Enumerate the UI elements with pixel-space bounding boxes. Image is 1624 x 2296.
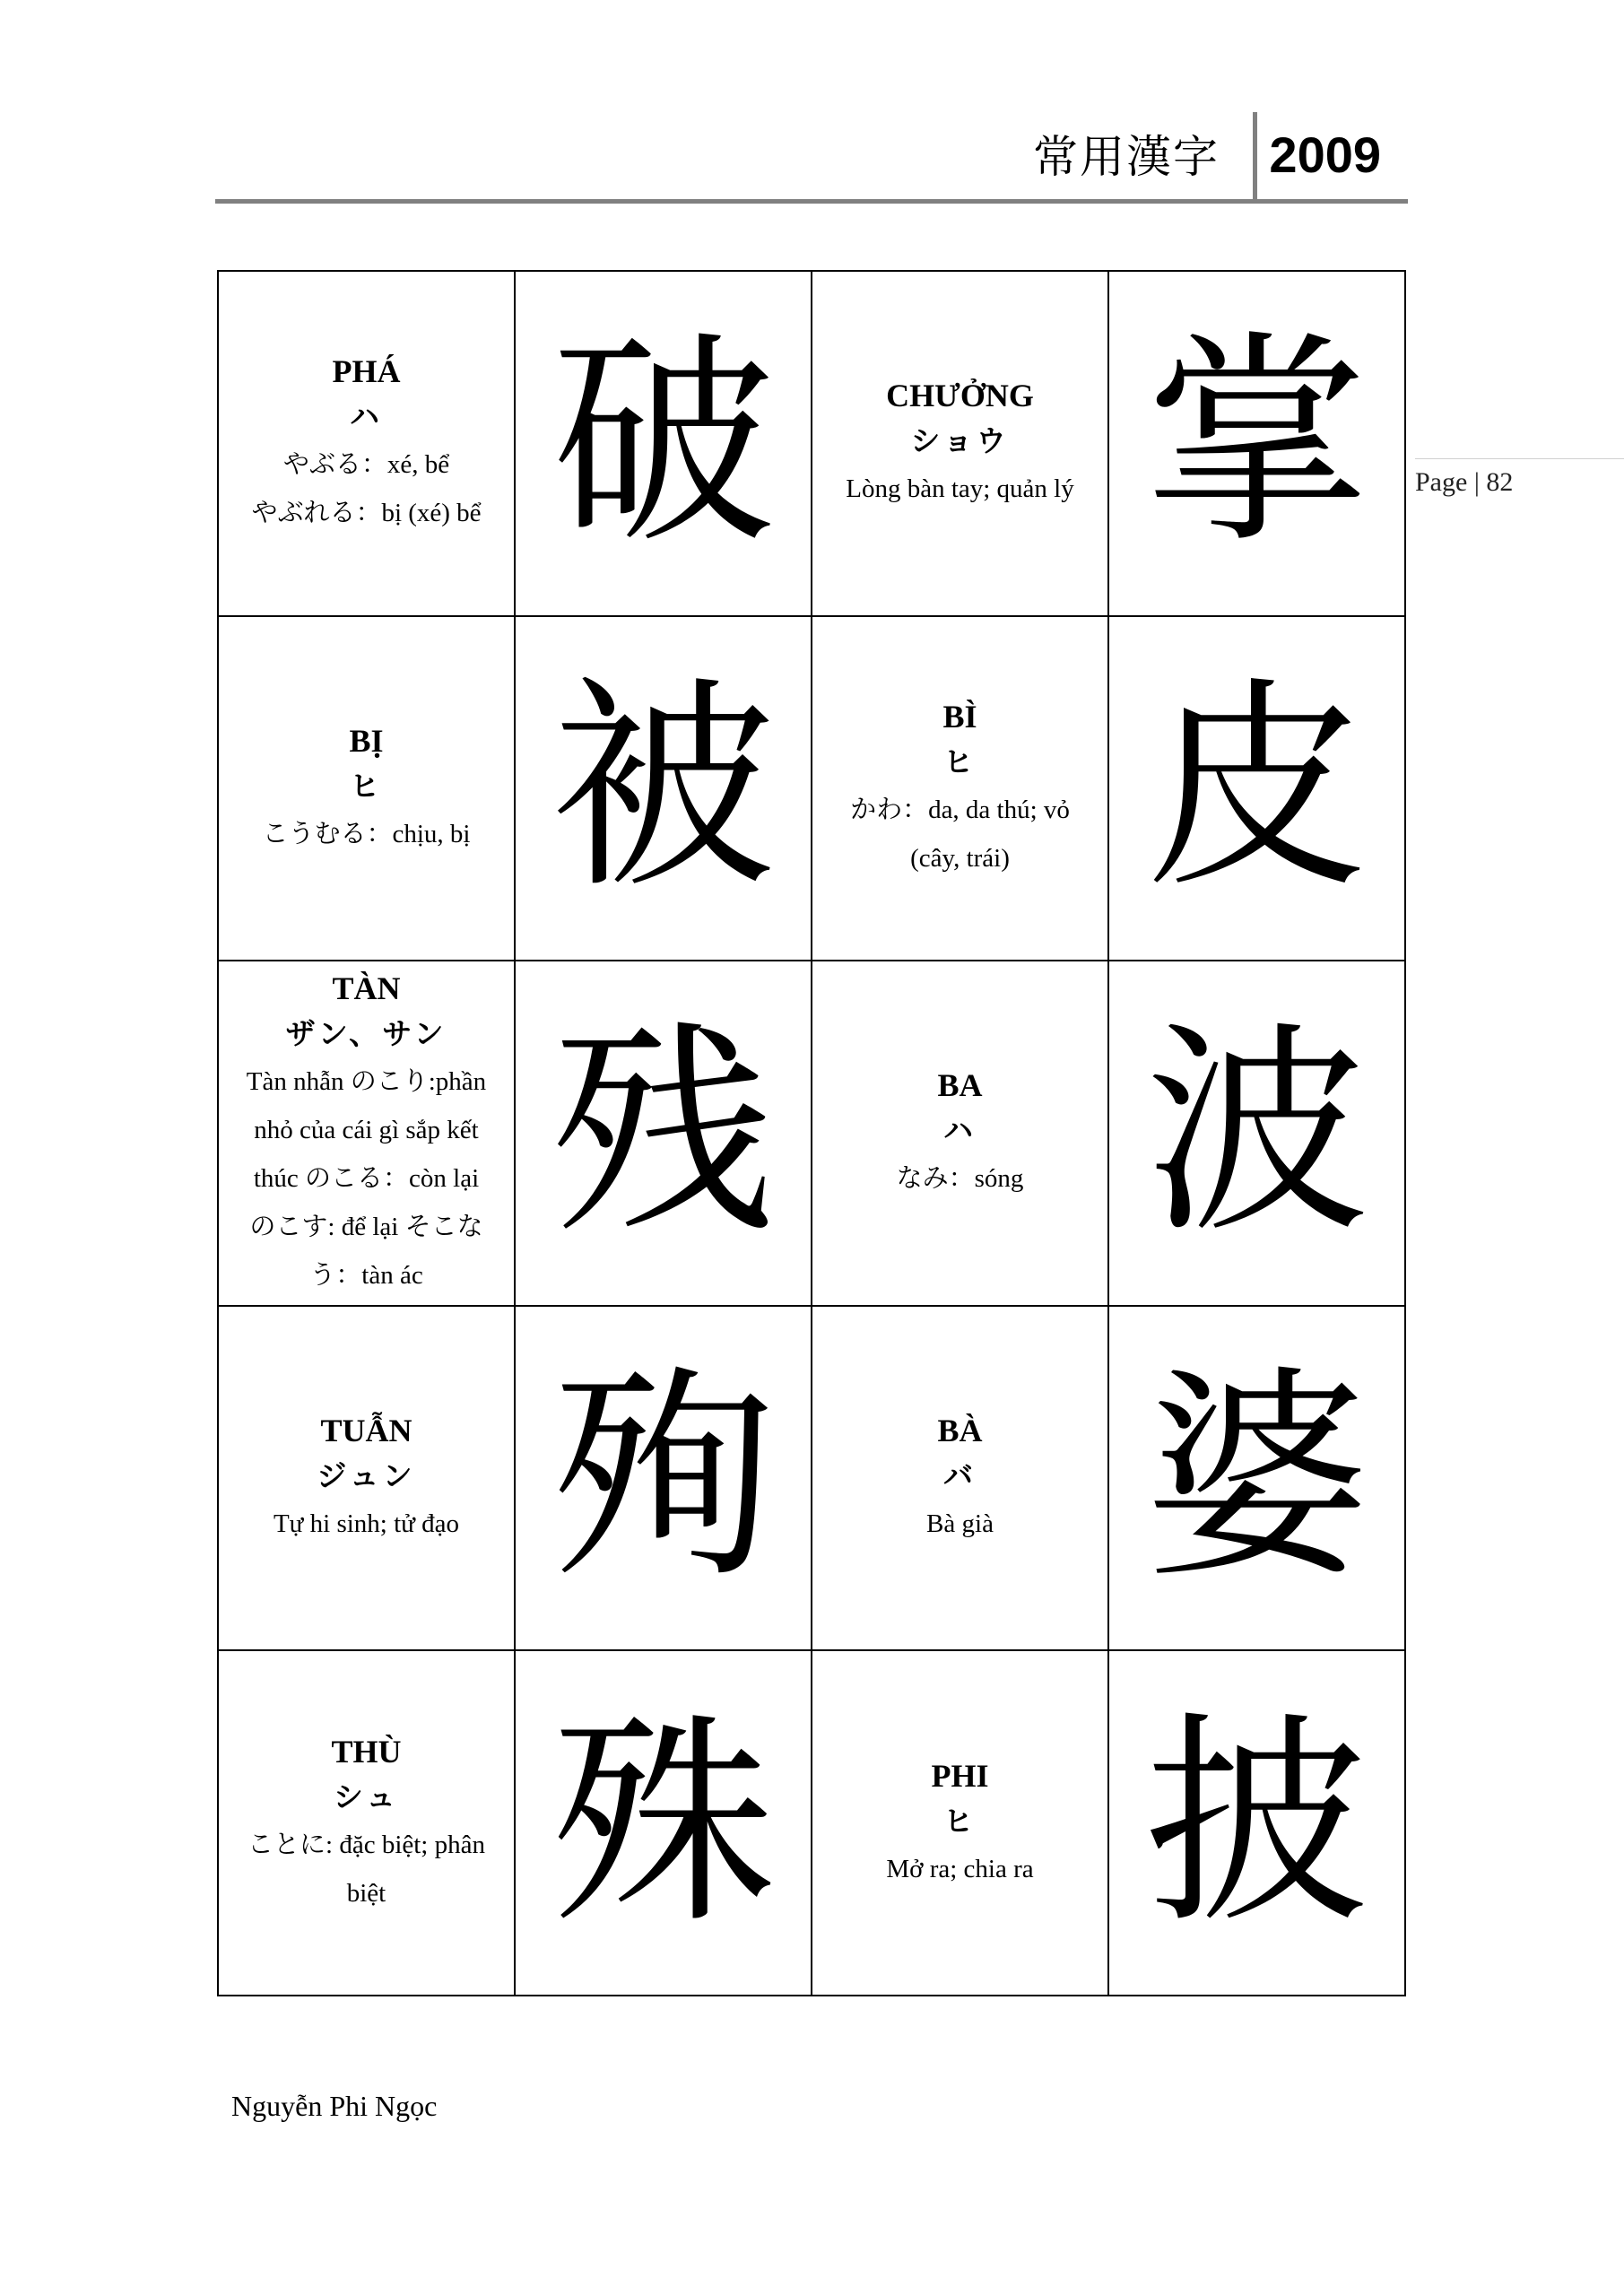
- sino-vietnamese-reading: BỊ: [349, 722, 384, 759]
- on-reading: バ: [943, 1458, 977, 1494]
- kanji-info-cell: [812, 1307, 1109, 1652]
- kanji-glyph: 破: [551, 312, 776, 574]
- kanji-glyph-cell: [1109, 272, 1406, 617]
- header-rule: [215, 199, 1408, 204]
- sino-vietnamese-reading: THÙ: [331, 1733, 402, 1770]
- header-separator: [1253, 112, 1257, 202]
- kanji-glyph-cell: [516, 961, 812, 1307]
- sino-vietnamese-reading: CHƯỞNG: [886, 378, 1034, 414]
- kanji-glyph: 披: [1144, 1692, 1369, 1953]
- meaning: かわ：da, da thú; vỏ (cây, trái): [850, 795, 1070, 873]
- kanji-glyph: 掌: [1144, 312, 1369, 574]
- sino-vietnamese-reading: PHÁ: [332, 353, 401, 390]
- page-header: [215, 112, 1408, 202]
- kanji-info-cell: [812, 272, 1109, 617]
- on-reading: ヒ: [943, 1803, 977, 1839]
- kanji-glyph: 皮: [1144, 657, 1369, 918]
- kanji-info-cell: [219, 1651, 516, 1996]
- kanji-glyph: 殉: [551, 1347, 776, 1609]
- kanji-glyph: 残: [551, 1002, 776, 1264]
- kanji-info-cell: [219, 1307, 516, 1652]
- on-reading: ヒ: [943, 744, 977, 779]
- sino-vietnamese-reading: BÌ: [942, 698, 977, 735]
- meaning: Mở ra; chia ra: [886, 1854, 1034, 1883]
- meaning: なみ：sóng: [896, 1164, 1024, 1194]
- meaning: Bà già: [926, 1509, 994, 1539]
- sino-vietnamese-reading: BA: [937, 1067, 983, 1104]
- kanji-glyph-cell: [516, 617, 812, 962]
- sino-vietnamese-reading: TUẪN: [320, 1413, 413, 1449]
- kanji-glyph-cell: [1109, 617, 1406, 962]
- page-number-rule: [1415, 458, 1624, 459]
- kanji-glyph-cell: [1109, 1307, 1406, 1652]
- kanji-info-cell: [812, 1651, 1109, 1996]
- meaning: こうむる：chịu, bị: [262, 819, 471, 848]
- header-title: 常用漢字: [1033, 131, 1220, 183]
- on-reading: ハ: [943, 1113, 977, 1149]
- kanji-info-cell: [219, 961, 516, 1307]
- sino-vietnamese-reading: PHI: [931, 1757, 989, 1794]
- on-reading: ショウ: [910, 423, 1010, 459]
- on-reading: シュ: [333, 1779, 400, 1814]
- kanji-glyph-cell: [516, 1307, 812, 1652]
- kanji-glyph-cell: [1109, 961, 1406, 1307]
- kanji-info-cell: [812, 961, 1109, 1307]
- kanji-info-cell: [219, 272, 516, 617]
- on-reading: ザン、サン: [285, 1016, 447, 1052]
- footer-author: Nguyễn Phi Ngọc: [231, 2090, 438, 2122]
- kanji-glyph: 被: [551, 657, 776, 918]
- on-reading: ヒ: [350, 768, 383, 804]
- on-reading: ジュン: [317, 1458, 416, 1494]
- kanji-table: [217, 270, 1406, 1996]
- kanji-glyph-cell: [1109, 1651, 1406, 1996]
- header-year: 2009: [1269, 126, 1381, 183]
- meaning: やぶる：xé, bể やぶれる：bị (xé) bể: [251, 450, 482, 528]
- page-number: Page | 82: [1415, 467, 1514, 497]
- on-reading: ハ: [350, 399, 383, 435]
- meaning: Tự hi sinh; tử đạo: [273, 1509, 460, 1539]
- kanji-glyph: 殊: [551, 1692, 776, 1953]
- meaning: Tàn nhẫn のこり:phần nhỏ của cái gì sắp kết thúc のこる：còn lại のこす: để lại そこな う：tàn ác: [246, 1067, 487, 1291]
- kanji-glyph-cell: [516, 1651, 812, 1996]
- sino-vietnamese-reading: TÀN: [332, 970, 401, 1007]
- kanji-info-cell: [219, 617, 516, 962]
- kanji-info-cell: [812, 617, 1109, 962]
- kanji-glyph: 波: [1144, 1002, 1369, 1264]
- kanji-glyph-cell: [516, 272, 812, 617]
- meaning: ことに: đặc biệt; phân biệt: [248, 1830, 485, 1908]
- meaning: Lòng bàn tay; quản lý: [846, 474, 1074, 504]
- kanji-glyph: 婆: [1144, 1347, 1369, 1609]
- sino-vietnamese-reading: BÀ: [937, 1413, 983, 1449]
